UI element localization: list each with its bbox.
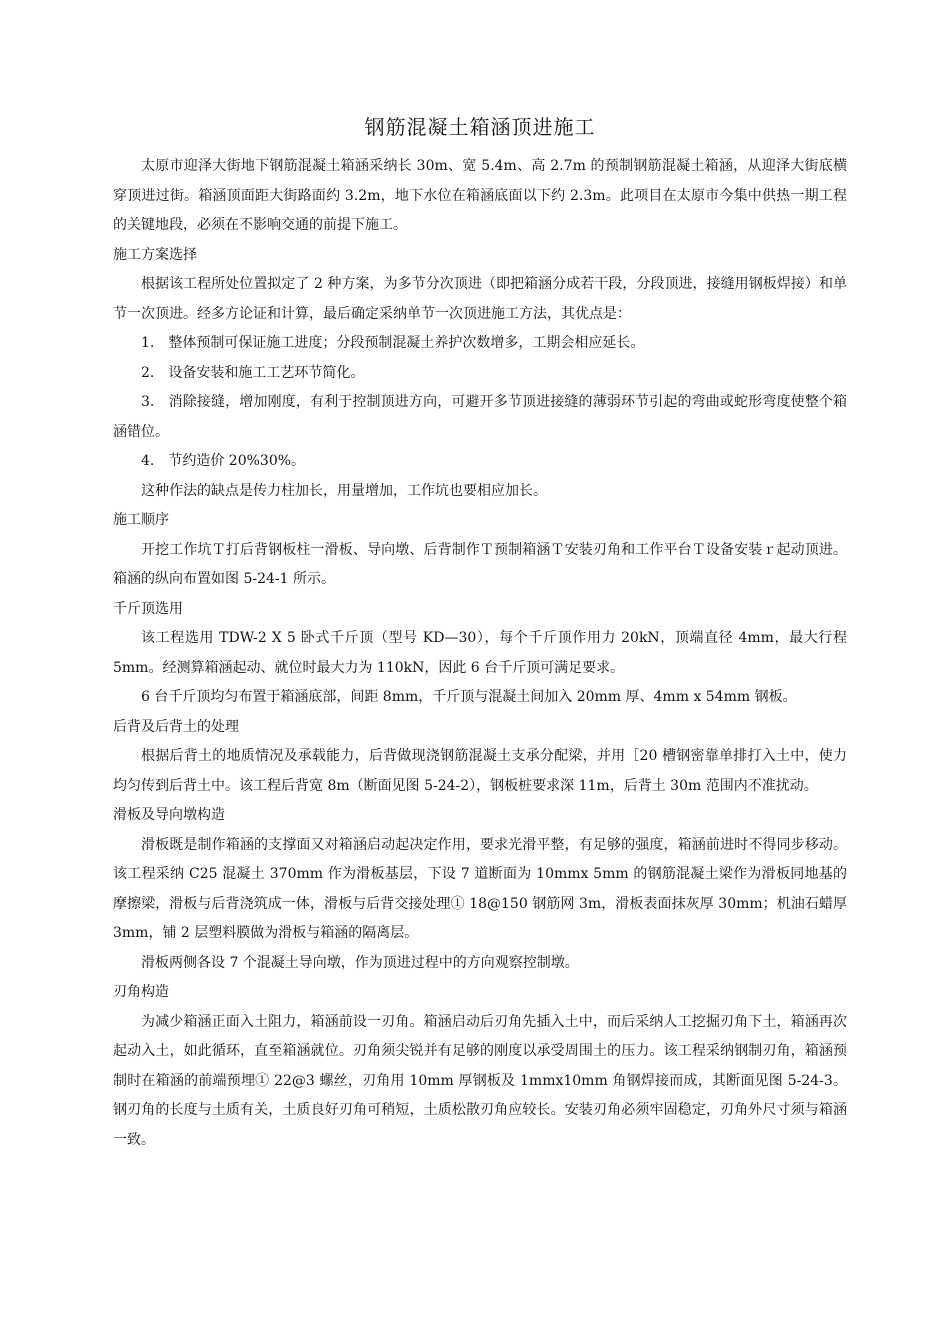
paragraph: 6 台千斤顶均匀布置于箱涵底部，间距 8mm，千斤顶与混凝土间加入 20mm 厚、4mm x 54mm 钢板。 (141, 689, 797, 705)
paragraph: 根据该工程所处位置拟定了 2 种方案，为多节分次顶进（即把箱涵分成若干段，分段顶进，接缝用钢板焊接）和单节一次顶进。经多方论证和计算，最后确定采纳单节一次顶进施工方法，其优点是： (113, 276, 847, 322)
section-cutting-edge (113, 978, 847, 1155)
paragraph: 为减少箱涵正面入土阻力，箱涵前设一刃角。箱涵启动后刃角先插入土中，而后采纳人工挖掘刃角下土，箱涵再次起动入土，如此循环，直至箱涵就位。刃角须尖锐并有足够的刚度以承受周围土的压力。该工程采纳钢制刃角，箱涵预制时在箱涵的前端预埋① 22@3 螺丝，刃角用 10mm 厚钢板及 1mmx10mm 角钢焊接而成，其断面见图 5-24-3。钢刃角的长度与土质有关，土质良好刃角可稍短，土质松散刃角应较长。安装刃角必须牢固稳定，刃角外尺寸须与箱涵一致。 (113, 1013, 847, 1148)
section-heading: 千斤顶选用 (113, 600, 183, 617)
list-item: 2. 设备安装和施工工艺环节简化。 (141, 364, 365, 381)
section-heading: 后背及后背土的处理 (113, 718, 239, 735)
paragraph: 根据后背土的地质情况及承载能力，后背做现浇钢筋混凝土支承分配梁，并用［20 槽钢密靠单排打入土中，使力均匀传到后背土中。该工程后背宽 8m（断面见图 5-24-2），钢板桩要求深 11m，后背土 30m 范围内不准扰动。 (113, 748, 847, 794)
document-page (113, 112, 847, 1155)
section-heading: 施工顺序 (113, 512, 169, 528)
paragraph: 该工程选用 TDW-2 X 5 卧式千斤顶（型号 KD—30），每个千斤顶作用力 20kN，顶端直径 4mm，最大行程 5mm。经测算箱涵起动、就位时最大力为 110kN，因此 6 台千斤顶可满足要求。 (113, 630, 847, 676)
section-construction-sequence (113, 506, 847, 595)
intro-paragraph: 太原市迎泽大街地下钢筋混凝土箱涵采纳长 30m、宽 5.4m、高 2.7m 的预制钢筋混凝土箱涵，从迎泽大街底横穿顶进过街。箱涵顶面距大街路面约 3.2m，地下水位在箱涵底面以下约 2.3m。此项目在太原市今集中供热一期工程的关键地段，必须在不影响交通的前提下施工。 (113, 158, 847, 233)
paragraph: 这种作法的缺点是传力柱加长，用量增加，工作坑也要相应加长。 (141, 482, 547, 499)
list-item: 1. 整体预制可保证施工进度；分段预制混凝土养护次数增多，工期会相应延长。 (141, 335, 645, 351)
list-item: 4. 节约造价 20%30%。 (141, 453, 306, 469)
section-backing-treatment (113, 713, 847, 802)
paragraph: 滑板两侧各设 7 个混凝土导向墩，作为顶进过程中的方向观察控制墩。 (141, 954, 579, 971)
section-heading: 刃角构造 (113, 984, 169, 1000)
section-heading: 滑板及导向墩构造 (113, 807, 225, 823)
section-slide-plate (113, 801, 847, 978)
section-construction-plan (113, 241, 847, 507)
list-item: 3. 消除接缝，增加刚度，有利于控制顶进方向，可避开多节顶进接缝的薄弱环节引起的弯曲或蛇形弯度使整个箱涵错位。 (113, 394, 847, 440)
section-jack-selection (113, 595, 847, 713)
paragraph: 开挖工作坑Ｔ打后背钢板柱一滑板、导向墩、后背制作Ｔ预制箱涵Ｔ安装刃角和工作平台Ｔ设备安装ｒ起动顶进。箱涵的纵向布置如图 5-24-1 所示。 (113, 541, 847, 587)
section-heading: 施工方案选择 (113, 246, 197, 263)
document-title: 钢筋混凝土箱涵顶进施工 (364, 115, 596, 139)
paragraph: 滑板既是制作箱涵的支撑面又对箱涵启动起决定作用，要求光滑平整，有足够的强度，箱涵前进时不得同步移动。该工程采纳 C25 混凝土 370mm 作为滑板基层，下设 7 道断面为 10mmx 5mm 的钢筋混凝土梁作为滑板同地基的摩擦梁，滑板与后背浇筑成一体，滑板与后背交接处理① 18@150 钢筋网 3m，滑板表面抹灰厚 30mm；机油石蜡厚 3mm，铺 2 层塑料膜做为滑板与箱涵的隔离层。 (113, 836, 847, 941)
